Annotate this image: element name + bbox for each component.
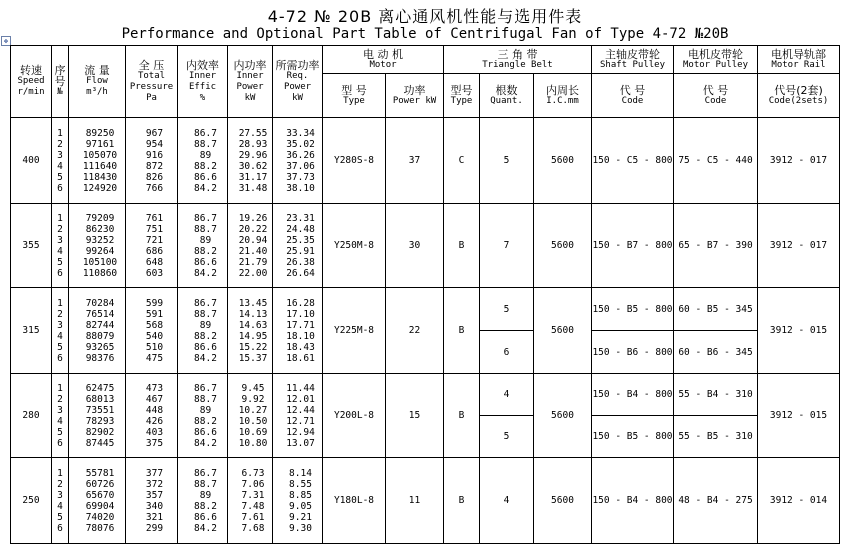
pressure-cell-value: 568 bbox=[145, 319, 164, 331]
inner-power-cell-value: 7.68 bbox=[241, 522, 265, 534]
motor-pulley-cell: 65 - B7 - 390 bbox=[674, 204, 758, 288]
seq-cell-value: 4 bbox=[57, 415, 63, 427]
req-power-cell-value: 37.73 bbox=[286, 171, 315, 183]
belt-type-cell: C bbox=[444, 118, 480, 204]
flow-cell-value: 82902 bbox=[85, 426, 115, 438]
seq-cell-value: 4 bbox=[57, 245, 63, 257]
belt-quant-cell: 5 bbox=[480, 416, 534, 458]
motor-pulley-cell: 55 - B4 - 310 bbox=[674, 374, 758, 416]
req-power-cell bbox=[273, 204, 323, 288]
speed-cell: 250 bbox=[11, 458, 52, 544]
flow-cell bbox=[69, 118, 126, 204]
header-motor-pulley-code: 代 号 Code bbox=[674, 74, 758, 118]
req-power-cell-value: 26.38 bbox=[286, 256, 315, 268]
speed-cell: 400 bbox=[11, 118, 52, 204]
seq-cell-value: 5 bbox=[57, 341, 63, 353]
efficiency-cell-value: 88.2 bbox=[194, 245, 217, 257]
inner-power-cell-value: 6.73 bbox=[241, 467, 265, 479]
efficiency-cell-value: 84.2 bbox=[194, 522, 217, 534]
speed-cell: 355 bbox=[11, 204, 52, 288]
seq-cell-value: 1 bbox=[57, 212, 63, 224]
efficiency-cell-value: 89 bbox=[199, 404, 212, 416]
efficiency-cell-value: 84.2 bbox=[194, 352, 217, 364]
pressure-cell-value: 448 bbox=[145, 404, 164, 416]
pressure-cell-value: 648 bbox=[145, 256, 164, 268]
efficiency-cell-value: 89 bbox=[199, 319, 212, 331]
table-row bbox=[11, 374, 840, 416]
req-power-cell-value: 8.85 bbox=[289, 489, 312, 501]
header-flow: 流 量 Flow m³/h bbox=[69, 46, 126, 118]
flow-cell-value: 99264 bbox=[85, 245, 115, 257]
header-shaft-pulley-code: 代 号 Code bbox=[592, 74, 674, 118]
flow-cell-value: 78076 bbox=[85, 522, 115, 534]
belt-ic-cell: 5600 bbox=[534, 374, 592, 458]
flow-cell-value: 76514 bbox=[85, 308, 115, 320]
table-row bbox=[11, 288, 840, 331]
header-belt-ic: 内周长 I.C.mm bbox=[534, 74, 592, 118]
motor-type-cell: Y250M-8 bbox=[323, 204, 386, 288]
efficiency-cell-value: 89 bbox=[199, 234, 212, 246]
req-power-cell-value: 24.48 bbox=[286, 223, 315, 235]
req-power-cell bbox=[273, 458, 323, 544]
inner-power-cell bbox=[228, 288, 273, 374]
inner-power-cell-value: 14.95 bbox=[238, 330, 268, 342]
pressure-cell-value: 540 bbox=[145, 330, 164, 342]
inner-power-cell-value: 20.94 bbox=[238, 234, 268, 246]
motor-pulley-cell: 60 - B6 - 345 bbox=[674, 331, 758, 374]
header-speed: 转速 Speed r/min bbox=[11, 46, 52, 118]
req-power-cell-value: 25.35 bbox=[286, 234, 315, 246]
motor-power-cell: 22 bbox=[386, 288, 444, 374]
pressure-cell bbox=[126, 374, 178, 458]
inner-power-cell-value: 7.31 bbox=[241, 489, 265, 501]
flow-cell-value: 88079 bbox=[85, 330, 115, 342]
seq-cell-value: 5 bbox=[57, 511, 63, 523]
header-efficiency: 内效率 Inner Effic % bbox=[178, 46, 228, 118]
seq-cell-value: 2 bbox=[57, 478, 63, 490]
pressure-cell bbox=[126, 288, 178, 374]
seq-cell-value: 1 bbox=[57, 127, 63, 139]
seq-cell-value: 5 bbox=[57, 256, 63, 268]
motor-type-cell: Y280S-8 bbox=[323, 118, 386, 204]
belt-type-cell: B bbox=[444, 374, 480, 458]
pressure-cell-value: 751 bbox=[145, 223, 164, 235]
req-power-cell-value: 18.61 bbox=[286, 352, 315, 364]
seq-cell-value: 3 bbox=[57, 319, 63, 331]
pressure-cell-value: 916 bbox=[145, 149, 164, 161]
motor-rail-cell: 3912 - 017 bbox=[758, 204, 840, 288]
efficiency-cell-value: 86.7 bbox=[194, 212, 217, 224]
header-motor-rail-code: 代号(2套) Code(2sets) bbox=[758, 74, 840, 118]
flow-cell-value: 124920 bbox=[82, 182, 118, 194]
belt-ic-cell: 5600 bbox=[534, 118, 592, 204]
belt-quant-cell: 5 bbox=[480, 288, 534, 331]
efficiency-cell-value: 86.6 bbox=[194, 341, 217, 353]
flow-cell-value: 68013 bbox=[85, 393, 115, 405]
flow-cell-value: 82744 bbox=[85, 319, 115, 331]
pressure-cell-value: 603 bbox=[145, 267, 164, 279]
inner-power-cell-value: 15.22 bbox=[238, 341, 268, 353]
req-power-cell bbox=[273, 288, 323, 374]
req-power-cell-value: 12.44 bbox=[286, 404, 315, 416]
header-motor-pulley: 电机皮带轮 Motor Pulley bbox=[674, 46, 758, 74]
motor-pulley-cell: 48 - B4 - 275 bbox=[674, 458, 758, 544]
flow-cell-value: 73551 bbox=[85, 404, 115, 416]
req-power-cell-value: 26.64 bbox=[286, 267, 315, 279]
motor-type-cell: Y200L-8 bbox=[323, 374, 386, 458]
seq-cell-value: 4 bbox=[57, 160, 63, 172]
efficiency-cell-value: 86.7 bbox=[194, 382, 217, 394]
req-power-cell-value: 13.07 bbox=[286, 437, 315, 449]
seq-cell-value: 1 bbox=[57, 382, 63, 394]
flow-cell-value: 105100 bbox=[82, 256, 118, 268]
seq-cell-value: 3 bbox=[57, 404, 63, 416]
belt-quant-cell: 5 bbox=[480, 118, 534, 204]
belt-type-cell: B bbox=[444, 458, 480, 544]
seq-cell-value: 4 bbox=[57, 500, 63, 512]
shaft-pulley-cell: 150 - B7 - 800 bbox=[592, 204, 674, 288]
header-motor-type: 型 号 Type bbox=[323, 74, 386, 118]
pressure-cell-value: 510 bbox=[145, 341, 164, 353]
seq-cell-value: 6 bbox=[57, 182, 63, 194]
motor-rail-cell: 3912 - 017 bbox=[758, 118, 840, 204]
pressure-cell-value: 686 bbox=[145, 245, 164, 257]
table-body bbox=[11, 118, 840, 544]
efficiency-cell-value: 86.6 bbox=[194, 511, 217, 523]
inner-power-cell-value: 9.92 bbox=[241, 393, 265, 405]
req-power-cell-value: 8.55 bbox=[289, 478, 312, 490]
move-handle-icon[interactable]: ✥ bbox=[1, 36, 11, 46]
motor-pulley-cell: 75 - C5 - 440 bbox=[674, 118, 758, 204]
seq-cell-value: 2 bbox=[57, 308, 63, 320]
inner-power-cell-value: 21.40 bbox=[238, 245, 268, 257]
inner-power-cell-value: 10.27 bbox=[238, 404, 268, 416]
title-chinese: 4-72 № 20B 离心通风机性能与选用件表 bbox=[267, 7, 583, 26]
flow-cell-value: 86230 bbox=[85, 223, 115, 235]
pressure-cell bbox=[126, 458, 178, 544]
req-power-cell-value: 16.28 bbox=[286, 297, 315, 309]
efficiency-cell-value: 84.2 bbox=[194, 437, 217, 449]
inner-power-cell bbox=[228, 374, 273, 458]
req-power-cell bbox=[273, 374, 323, 458]
header-pressure: 全 压 Total Pressure Pa bbox=[126, 46, 178, 118]
req-power-cell-value: 17.10 bbox=[286, 308, 315, 320]
efficiency-cell-value: 84.2 bbox=[194, 267, 217, 279]
efficiency-cell-value: 88.2 bbox=[194, 160, 217, 172]
pressure-cell-value: 826 bbox=[145, 171, 164, 183]
pressure-cell-value: 967 bbox=[145, 127, 164, 139]
req-power-cell bbox=[273, 118, 323, 204]
header-belt-quant: 根数 Quant. bbox=[480, 74, 534, 118]
req-power-cell-value: 8.14 bbox=[289, 467, 312, 479]
header-req-power: 所需功率 Req. Power kW bbox=[273, 46, 323, 118]
inner-power-cell bbox=[228, 458, 273, 544]
flow-cell-value: 110860 bbox=[82, 267, 118, 279]
inner-power-cell-value: 7.48 bbox=[241, 500, 265, 512]
table-row bbox=[11, 458, 840, 544]
motor-power-cell: 15 bbox=[386, 374, 444, 458]
efficiency-cell-value: 88.2 bbox=[194, 500, 217, 512]
pressure-cell-value: 954 bbox=[145, 138, 164, 150]
pressure-cell-value: 403 bbox=[145, 426, 164, 438]
inner-power-cell-value: 10.50 bbox=[238, 415, 268, 427]
belt-quant-cell: 4 bbox=[480, 458, 534, 544]
header-belt: 三 角 带 Triangle Belt bbox=[444, 46, 592, 74]
seq-cell bbox=[52, 458, 69, 544]
req-power-cell-value: 25.91 bbox=[286, 245, 315, 257]
seq-cell-value: 2 bbox=[57, 223, 63, 235]
flow-cell-value: 93252 bbox=[85, 234, 115, 246]
req-power-cell-value: 9.30 bbox=[289, 522, 312, 534]
pressure-cell-value: 721 bbox=[145, 234, 164, 246]
flow-cell-value: 78293 bbox=[85, 415, 115, 427]
flow-cell-value: 65670 bbox=[85, 489, 115, 501]
flow-cell-value: 111640 bbox=[82, 160, 118, 172]
req-power-cell-value: 9.21 bbox=[289, 511, 312, 523]
flow-cell-value: 62475 bbox=[85, 382, 115, 394]
seq-cell-value: 3 bbox=[57, 149, 63, 161]
inner-power-cell-value: 22.00 bbox=[238, 267, 268, 279]
efficiency-cell-value: 84.2 bbox=[194, 182, 217, 194]
inner-power-cell-value: 13.45 bbox=[238, 297, 268, 309]
efficiency-cell-value: 86.6 bbox=[194, 426, 217, 438]
efficiency-cell bbox=[178, 374, 228, 458]
motor-type-cell: Y180L-8 bbox=[323, 458, 386, 544]
pressure-cell-value: 761 bbox=[145, 212, 164, 224]
shaft-pulley-cell: 150 - B6 - 800 bbox=[592, 331, 674, 374]
flow-cell-value: 93265 bbox=[85, 341, 115, 353]
req-power-cell-value: 38.10 bbox=[286, 182, 315, 194]
pressure-cell-value: 591 bbox=[145, 308, 164, 320]
motor-rail-cell: 3912 - 015 bbox=[758, 374, 840, 458]
inner-power-cell-value: 27.55 bbox=[238, 127, 268, 139]
belt-type-cell: B bbox=[444, 288, 480, 374]
req-power-cell-value: 18.43 bbox=[286, 341, 315, 353]
shaft-pulley-cell: 150 - B4 - 800 bbox=[592, 458, 674, 544]
req-power-cell-value: 18.10 bbox=[286, 330, 315, 342]
inner-power-cell-value: 30.62 bbox=[238, 160, 268, 172]
shaft-pulley-cell: 150 - B5 - 800 bbox=[592, 416, 674, 458]
efficiency-cell bbox=[178, 204, 228, 288]
req-power-cell-value: 23.31 bbox=[286, 212, 315, 224]
inner-power-cell-value: 7.06 bbox=[241, 478, 265, 490]
motor-pulley-cell: 60 - B5 - 345 bbox=[674, 288, 758, 331]
table-row bbox=[11, 118, 840, 204]
header-motor-rail: 电机导轨部 Motor Rail bbox=[758, 46, 840, 74]
belt-ic-cell: 5600 bbox=[534, 288, 592, 374]
req-power-cell-value: 17.71 bbox=[286, 319, 315, 331]
inner-power-cell bbox=[228, 204, 273, 288]
belt-ic-cell: 5600 bbox=[534, 204, 592, 288]
req-power-cell-value: 12.71 bbox=[286, 415, 315, 427]
performance-table bbox=[10, 45, 840, 544]
seq-cell-value: 2 bbox=[57, 138, 63, 150]
speed-cell: 280 bbox=[11, 374, 52, 458]
efficiency-cell-value: 88.7 bbox=[194, 393, 217, 405]
pressure-cell-value: 599 bbox=[145, 297, 164, 309]
flow-cell-value: 55781 bbox=[85, 467, 115, 479]
inner-power-cell-value: 10.69 bbox=[238, 426, 268, 438]
belt-quant-cell: 6 bbox=[480, 331, 534, 374]
shaft-pulley-cell: 150 - C5 - 800 bbox=[592, 118, 674, 204]
pressure-cell-value: 467 bbox=[145, 393, 164, 405]
seq-cell-value: 5 bbox=[57, 171, 63, 183]
shaft-pulley-cell: 150 - B5 - 800 bbox=[592, 288, 674, 331]
flow-cell-value: 74020 bbox=[85, 511, 115, 523]
efficiency-cell-value: 88.7 bbox=[194, 478, 217, 490]
motor-type-cell: Y225M-8 bbox=[323, 288, 386, 374]
flow-cell bbox=[69, 458, 126, 544]
req-power-cell-value: 37.06 bbox=[286, 160, 315, 172]
efficiency-cell-value: 86.7 bbox=[194, 467, 217, 479]
efficiency-cell-value: 88.7 bbox=[194, 308, 217, 320]
inner-power-cell-value: 14.63 bbox=[238, 319, 268, 331]
efficiency-cell bbox=[178, 288, 228, 374]
motor-power-cell: 30 bbox=[386, 204, 444, 288]
pressure-cell-value: 377 bbox=[145, 467, 164, 479]
table-row bbox=[11, 204, 840, 288]
title-english: Performance and Optional Part Table of Centrifugal Fan of Type 4-72 №20B bbox=[121, 26, 729, 42]
seq-cell bbox=[52, 288, 69, 374]
motor-rail-cell: 3912 - 014 bbox=[758, 458, 840, 544]
pressure-cell-value: 766 bbox=[145, 182, 164, 194]
header-motor-power: 功率 Power kW bbox=[386, 74, 444, 118]
seq-cell bbox=[52, 118, 69, 204]
flow-cell-value: 79209 bbox=[85, 212, 115, 224]
req-power-cell-value: 12.94 bbox=[286, 426, 315, 438]
efficiency-cell-value: 89 bbox=[199, 489, 212, 501]
seq-cell-value: 6 bbox=[57, 522, 63, 534]
seq-cell-value: 6 bbox=[57, 437, 63, 449]
efficiency-cell-value: 89 bbox=[199, 149, 212, 161]
seq-cell-value: 5 bbox=[57, 426, 63, 438]
seq-cell-value: 1 bbox=[57, 297, 63, 309]
inner-power-cell-value: 14.13 bbox=[238, 308, 268, 320]
pressure-cell bbox=[126, 204, 178, 288]
seq-cell bbox=[52, 374, 69, 458]
req-power-cell-value: 36.26 bbox=[286, 149, 315, 161]
efficiency-cell-value: 88.7 bbox=[194, 138, 217, 150]
efficiency-cell-value: 86.7 bbox=[194, 297, 217, 309]
pressure-cell-value: 872 bbox=[145, 160, 164, 172]
efficiency-cell-value: 88.7 bbox=[194, 223, 217, 235]
motor-power-cell: 11 bbox=[386, 458, 444, 544]
pressure-cell-value: 299 bbox=[145, 522, 164, 534]
req-power-cell-value: 33.34 bbox=[286, 127, 315, 139]
belt-type-cell: B bbox=[444, 204, 480, 288]
inner-power-cell-value: 9.45 bbox=[241, 382, 265, 394]
inner-power-cell-value: 28.93 bbox=[238, 138, 268, 150]
speed-cell: 315 bbox=[11, 288, 52, 374]
motor-rail-cell: 3912 - 015 bbox=[758, 288, 840, 374]
efficiency-cell-value: 86.6 bbox=[194, 171, 217, 183]
motor-power-cell: 37 bbox=[386, 118, 444, 204]
flow-cell-value: 105070 bbox=[82, 149, 118, 161]
efficiency-cell-value: 88.2 bbox=[194, 330, 217, 342]
seq-cell-value: 3 bbox=[57, 234, 63, 246]
inner-power-cell-value: 10.80 bbox=[238, 437, 268, 449]
flow-cell-value: 69904 bbox=[85, 500, 115, 512]
pressure-cell-value: 426 bbox=[145, 415, 164, 427]
motor-pulley-cell: 55 - B5 - 310 bbox=[674, 416, 758, 458]
flow-cell-value: 98376 bbox=[85, 352, 115, 364]
pressure-cell-value: 357 bbox=[145, 489, 164, 501]
efficiency-cell bbox=[178, 458, 228, 544]
flow-cell-value: 87445 bbox=[85, 437, 115, 449]
header-motor: 电 动 机 Motor bbox=[323, 46, 444, 74]
seq-cell-value: 6 bbox=[57, 267, 63, 279]
flow-cell-value: 60726 bbox=[85, 478, 115, 490]
seq-cell-value: 3 bbox=[57, 489, 63, 501]
flow-cell bbox=[69, 374, 126, 458]
inner-power-cell-value: 29.96 bbox=[238, 149, 268, 161]
belt-ic-cell: 5600 bbox=[534, 458, 592, 544]
seq-cell-value: 1 bbox=[57, 467, 63, 479]
pressure-cell-value: 475 bbox=[145, 352, 164, 364]
flow-cell bbox=[69, 204, 126, 288]
req-power-cell-value: 35.02 bbox=[286, 138, 315, 150]
req-power-cell-value: 9.05 bbox=[289, 500, 312, 512]
inner-power-cell-value: 31.48 bbox=[238, 182, 268, 194]
inner-power-cell-value: 21.79 bbox=[238, 256, 268, 268]
flow-cell-value: 70284 bbox=[85, 297, 115, 309]
belt-quant-cell: 4 bbox=[480, 374, 534, 416]
seq-cell-value: 6 bbox=[57, 352, 63, 364]
efficiency-cell-value: 86.7 bbox=[194, 127, 217, 139]
efficiency-cell-value: 88.2 bbox=[194, 415, 217, 427]
header-shaft-pulley: 主轴皮带轮 Shaft Pulley bbox=[592, 46, 674, 74]
inner-power-cell-value: 15.37 bbox=[238, 352, 268, 364]
pressure-cell-value: 473 bbox=[145, 382, 164, 394]
efficiency-cell-value: 86.6 bbox=[194, 256, 217, 268]
flow-cell-value: 89250 bbox=[85, 127, 115, 139]
header-belt-type: 型号 Type bbox=[444, 74, 480, 118]
header-seq: 序 号 № bbox=[52, 46, 69, 118]
pressure-cell-value: 372 bbox=[145, 478, 164, 490]
req-power-cell-value: 11.44 bbox=[286, 382, 315, 394]
flow-cell-value: 118430 bbox=[82, 171, 118, 183]
belt-quant-cell: 7 bbox=[480, 204, 534, 288]
flow-cell bbox=[69, 288, 126, 374]
pressure-cell-value: 340 bbox=[145, 500, 164, 512]
efficiency-cell bbox=[178, 118, 228, 204]
inner-power-cell bbox=[228, 118, 273, 204]
flow-cell-value: 97161 bbox=[85, 138, 115, 150]
pressure-cell-value: 321 bbox=[145, 511, 164, 523]
seq-cell bbox=[52, 204, 69, 288]
pressure-cell bbox=[126, 118, 178, 204]
pressure-cell-value: 375 bbox=[145, 437, 164, 449]
inner-power-cell-value: 31.17 bbox=[238, 171, 268, 183]
inner-power-cell-value: 19.26 bbox=[238, 212, 268, 224]
req-power-cell-value: 12.01 bbox=[286, 393, 315, 405]
shaft-pulley-cell: 150 - B4 - 800 bbox=[592, 374, 674, 416]
seq-cell-value: 2 bbox=[57, 393, 63, 405]
inner-power-cell-value: 7.61 bbox=[241, 511, 265, 523]
seq-cell-value: 4 bbox=[57, 330, 63, 342]
header-inner-power: 内功率 Inner Power kW bbox=[228, 46, 273, 118]
inner-power-cell-value: 20.22 bbox=[238, 223, 268, 235]
